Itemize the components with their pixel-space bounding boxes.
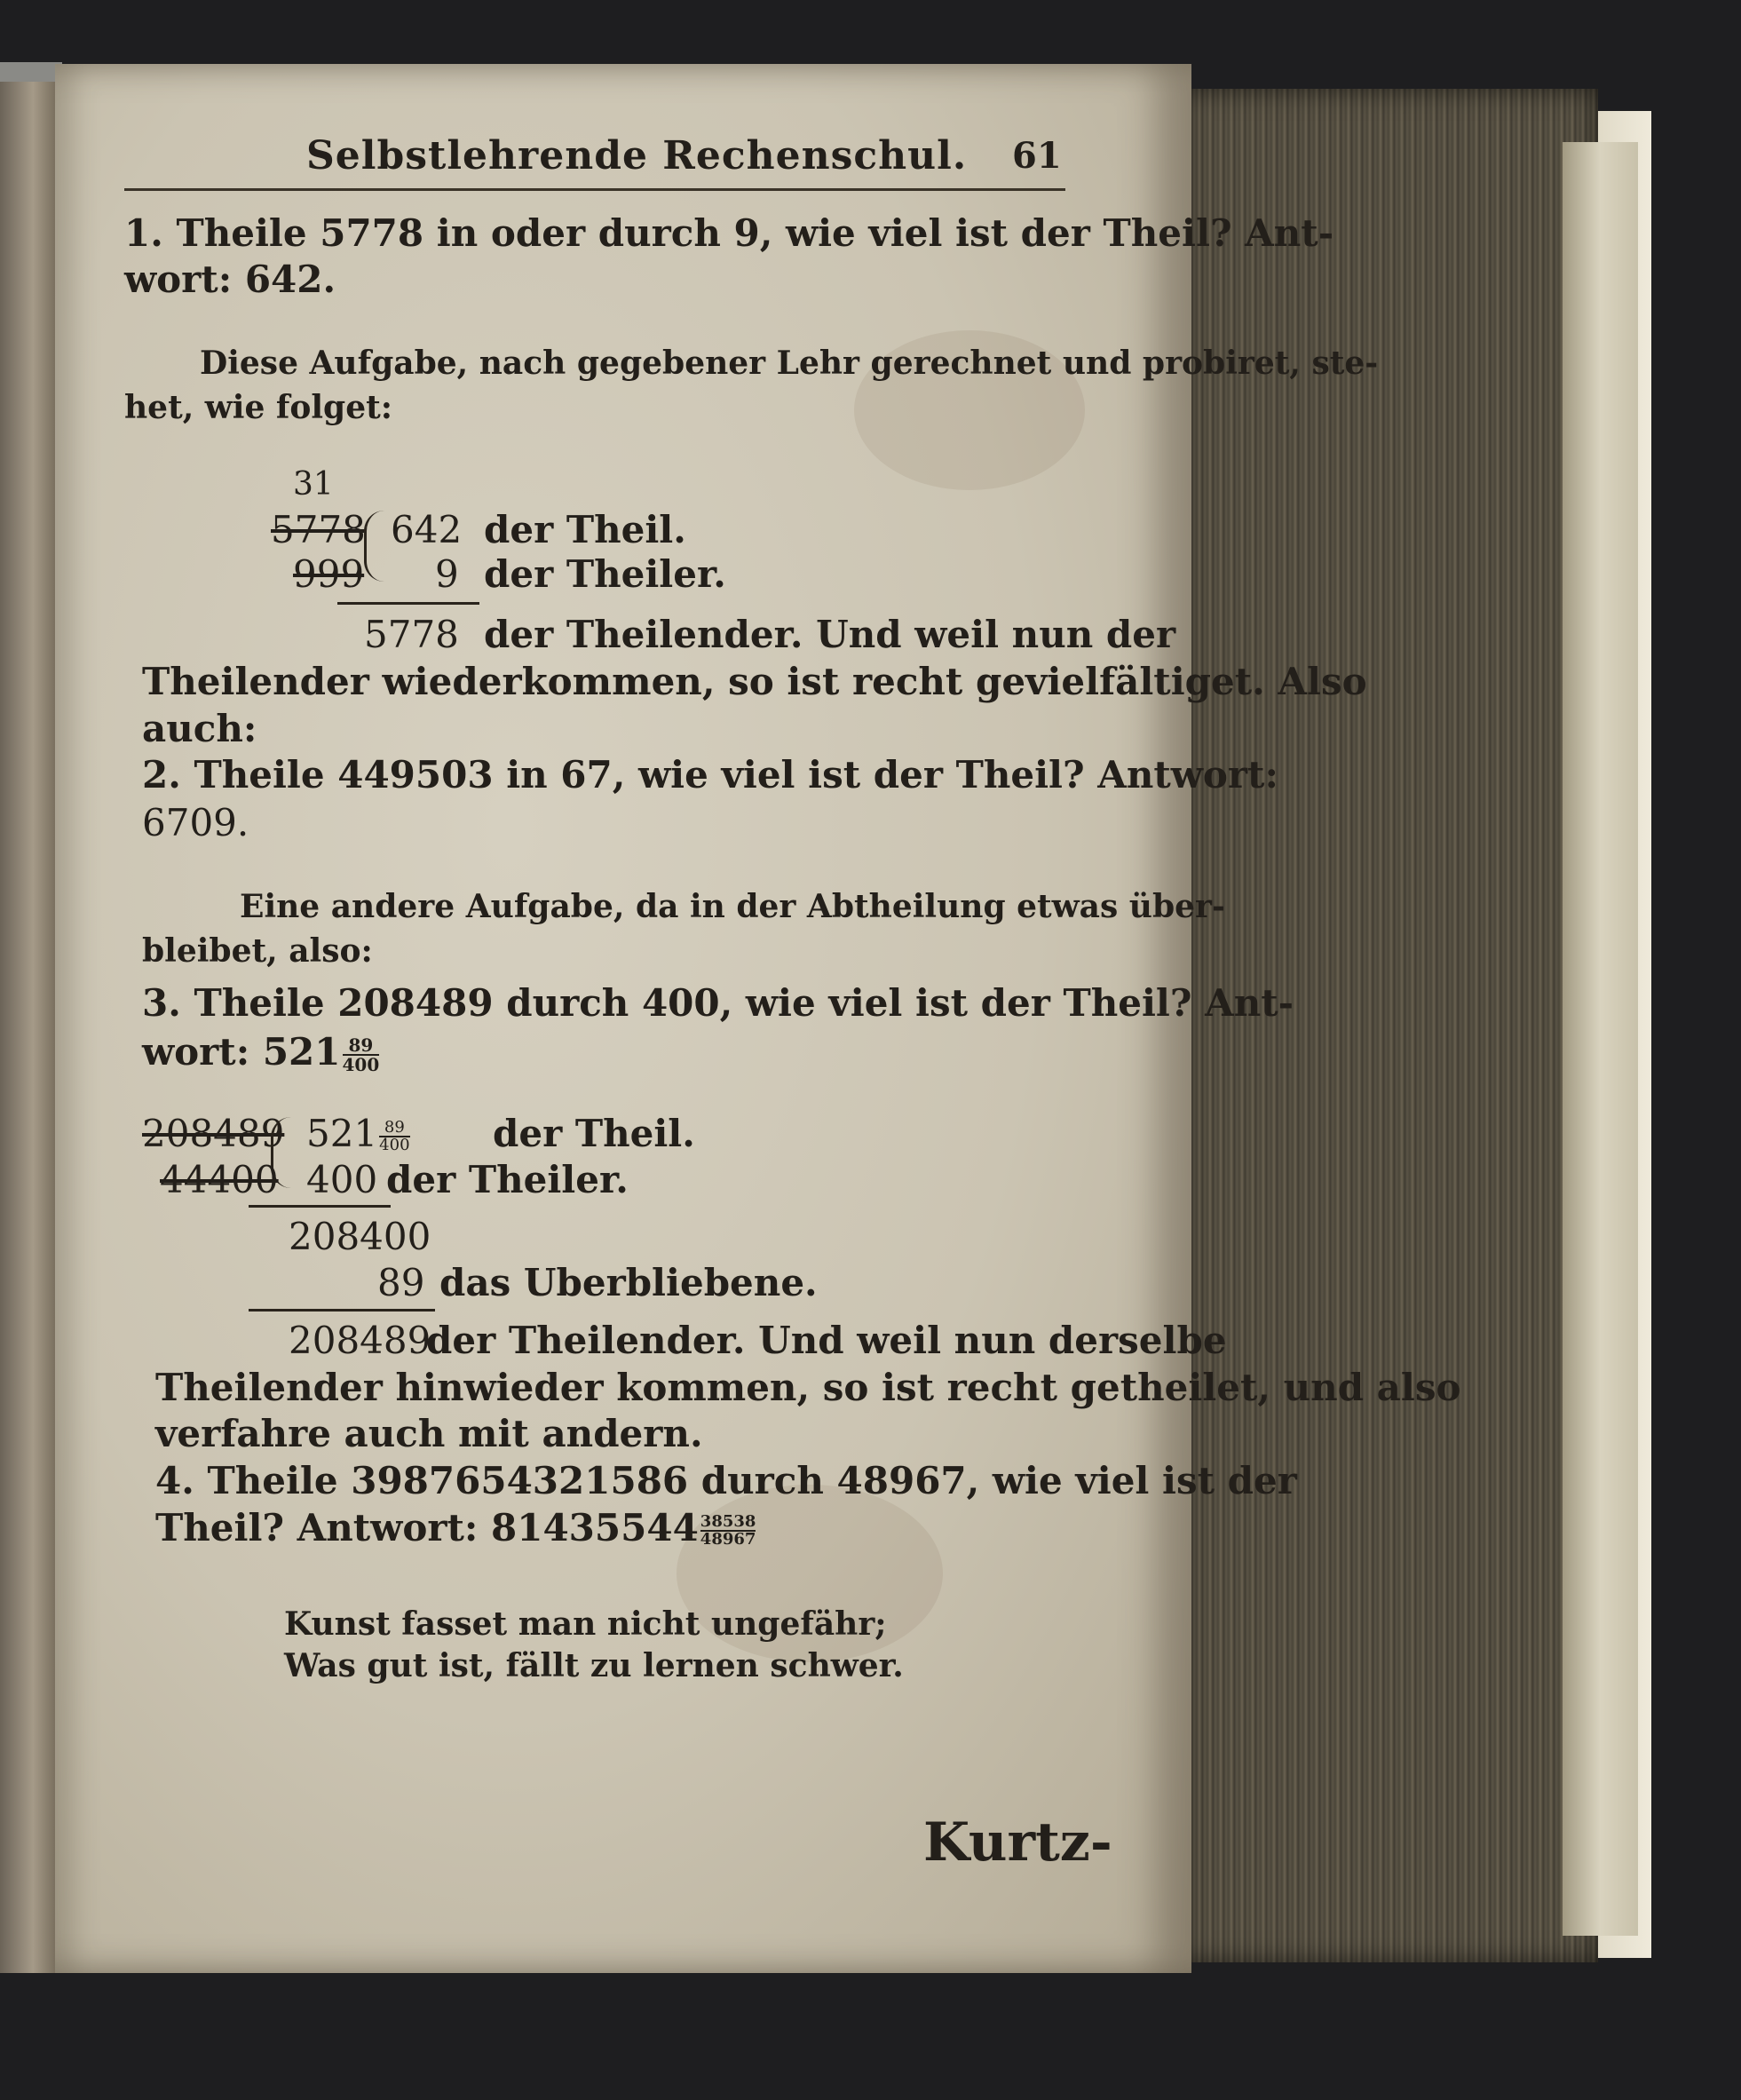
- calc-1-bracket: [364, 511, 384, 582]
- calc-2-quotient-fraction: [379, 1120, 409, 1153]
- calc-2-remainder-label: das Uberbliebene.: [439, 1261, 818, 1304]
- problem-1-line-2: wort: 642.: [124, 258, 336, 301]
- problem-4-answer-line: [155, 1506, 756, 1549]
- page-block-end: [1563, 142, 1638, 1936]
- continuation-2-line-2: verfahre auch mit andern.: [155, 1412, 703, 1455]
- calc-1-sum-rule: [337, 602, 479, 605]
- calc-2-dividend: 208489: [142, 1112, 285, 1155]
- fraction-numerator: 38538: [700, 1512, 756, 1531]
- calc-1-dividend: 5778: [271, 508, 366, 551]
- calc-1-result: 5778: [364, 613, 459, 656]
- calc-1-divisor-crossed: 999: [293, 552, 365, 596]
- continuation-2-line-1: Theilender hinwieder kommen, so ist recht getheilet, und also: [155, 1366, 1461, 1409]
- continuation-1-line-1: Theilender wiederkommen, so ist recht gevielfältiget. Also: [142, 660, 1367, 703]
- calc-1-divisor: 9: [435, 552, 459, 596]
- calc-2-divisor: 400: [306, 1158, 378, 1201]
- page-number: 61: [1012, 135, 1062, 177]
- running-header: Selbstlehrende Rechenschul.: [306, 133, 968, 178]
- intro-2-line-1: Eine andere Aufgabe, da in der Abtheilung etwas über-: [240, 888, 1225, 925]
- problem-3-line-1: 3. Theile 208489 durch 400, wie viel ist der Theil? Ant-: [142, 981, 1294, 1025]
- calc-2-quotient-whole: 521: [306, 1112, 378, 1155]
- problem-1-line-1: 1. Theile 5778 in oder durch 9, wie viel ist der Theil? Ant-: [124, 211, 1334, 255]
- fraction-numerator: 89: [379, 1120, 409, 1137]
- intro-1-line-1: Diese Aufgabe, nach gegebener Lehr gerechnet und probiret, ste-: [200, 345, 1379, 382]
- verse-line-1: Kunst fasset man nicht ungefähr;: [284, 1605, 887, 1643]
- catchword: Kurtz-: [923, 1811, 1112, 1874]
- calc-1-carry-digits: 31: [293, 466, 334, 503]
- calc-1-quotient: 642: [391, 508, 463, 551]
- continuation-1-line-2: auch:: [142, 707, 257, 750]
- problem-3-answer-fraction: [343, 1036, 380, 1074]
- problem-3-answer-line: [142, 1030, 379, 1074]
- calc-2-result-text: der Theilender. Und weil nun derselbe: [426, 1319, 1227, 1362]
- calc-1-result-text: der Theilender. Und weil nun der: [484, 613, 1176, 656]
- calc-2-product-rule: [249, 1205, 391, 1208]
- calc-2-sum-rule: [249, 1309, 435, 1312]
- problem-4-line-1: 4. Theile 3987654321586 durch 48967, wie viel ist der: [155, 1459, 1297, 1502]
- problem-4-answer-fraction: [700, 1514, 756, 1548]
- problem-3-answer-text: wort: 521: [142, 1030, 341, 1074]
- problem-2-line-1: 2. Theile 449503 in 67, wie viel ist der Theil? Antwort:: [142, 753, 1278, 796]
- problem-2-line-2: 6709.: [142, 801, 249, 844]
- calc-2-result: 208489: [289, 1319, 431, 1362]
- header-rule: [124, 188, 1065, 191]
- calc-2-divisor-label: der Theiler.: [386, 1158, 629, 1201]
- problem-4-answer-text: Theil? Antwort: 81435544: [155, 1506, 699, 1549]
- calc-2-divisor-crossed: 44400: [160, 1158, 279, 1201]
- calc-2-product: 208400: [289, 1215, 431, 1258]
- left-page-edge: [0, 82, 55, 1973]
- calc-2-remainder: 89: [377, 1261, 425, 1304]
- calc-2-quotient-label: der Theil.: [493, 1112, 695, 1155]
- verse-line-2: Was gut ist, fällt zu lernen schwer.: [284, 1647, 904, 1684]
- calc-1-divisor-label: der Theiler.: [484, 552, 726, 596]
- calc-1-quotient-label: der Theil.: [484, 508, 686, 551]
- intro-1-line-2: het, wie folget:: [124, 389, 393, 426]
- intro-2-line-2: bleibet, also:: [142, 932, 373, 970]
- calc-2-quotient: [306, 1112, 410, 1155]
- fraction-numerator: 89: [343, 1036, 380, 1056]
- fraction-denominator: 400: [379, 1136, 410, 1154]
- fraction-denominator: 48967: [700, 1530, 756, 1549]
- fraction-denominator: 400: [342, 1054, 380, 1075]
